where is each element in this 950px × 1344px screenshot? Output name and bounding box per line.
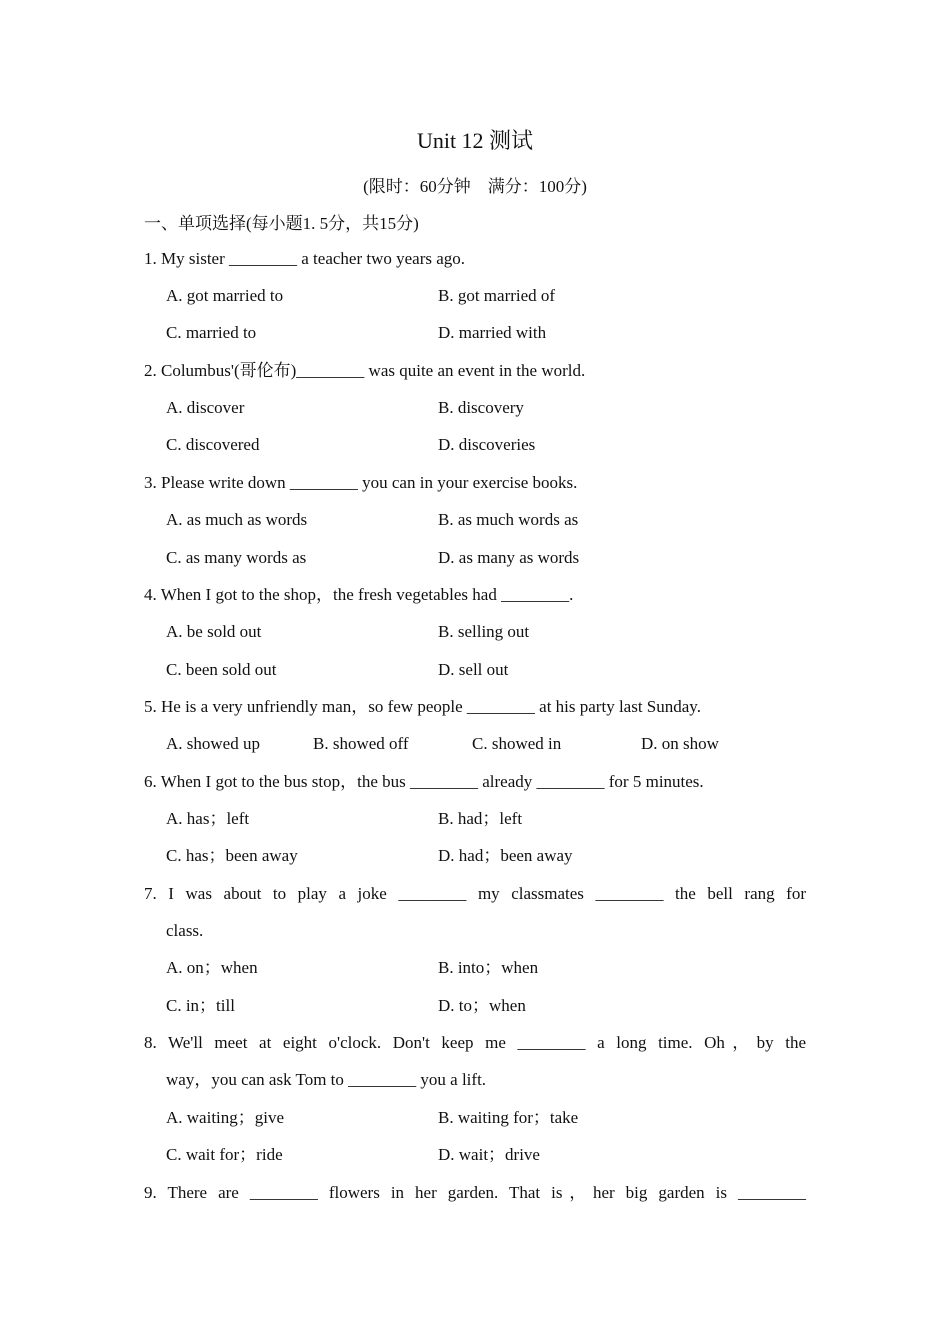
q6-option-c: C. has；been away: [166, 846, 298, 865]
q4-option-c: C. been sold out: [166, 660, 277, 679]
section-heading: 一、单项选择(每小题1. 5分，共15分): [144, 214, 419, 233]
question-7-continued: class.: [166, 921, 204, 940]
q2-option-b: B. discovery: [438, 398, 524, 417]
question-8-continued: way，you can ask Tom to ________ you a lift.: [166, 1070, 487, 1089]
q1-option-d: D. married with: [438, 323, 547, 342]
q1-option-a: A. got married to: [166, 286, 284, 305]
q5-option-a: A. showed up: [166, 734, 260, 753]
q3-option-b: B. as much words as: [438, 510, 579, 529]
question-9: 9. There are ________ flowers in her garden. That is，her big garden is ________: [144, 1183, 806, 1202]
q6-option-b: B. had；left: [438, 809, 523, 828]
q2-option-a: A. discover: [166, 398, 245, 417]
question-8: 8. We'll meet at eight o'clock. Don't keep me ________ a long time. Oh，by the: [144, 1033, 806, 1052]
question-7: 7. I was about to play a joke ________ my classmates ________ the bell rang for: [144, 884, 806, 903]
q2-option-d: D. discoveries: [438, 435, 536, 454]
page-title: Unit 12 测试: [416, 128, 534, 153]
q7-option-a: A. on；when: [166, 958, 258, 977]
q3-option-c: C. as many words as: [166, 548, 307, 567]
q3-option-d: D. as many as words: [438, 548, 580, 567]
q6-option-a: A. has；left: [166, 809, 250, 828]
question-1: 1. My sister ________ a teacher two years ago.: [144, 249, 466, 268]
q3-option-a: A. as much as words: [166, 510, 308, 529]
q1-option-b: B. got married of: [438, 286, 556, 305]
question-5: 5. He is a very unfriendly man，so few people ________ at his party last Sunday.: [144, 697, 701, 716]
q5-option-c: C. showed in: [472, 734, 562, 753]
q7-option-d: D. to；when: [438, 996, 526, 1015]
q4-option-b: B. selling out: [438, 622, 530, 641]
q1-option-c: C. married to: [166, 323, 257, 342]
q7-option-b: B. into；when: [438, 958, 539, 977]
question-2: 2. Columbus'(哥伦布)________ was quite an event in the world.: [144, 361, 586, 380]
q7-option-c: C. in；till: [166, 996, 235, 1015]
question-6: 6. When I got to the bus stop，the bus ________ already ________ for 5 minutes.: [144, 772, 704, 791]
q6-option-d: D. had；been away: [438, 846, 573, 865]
q2-option-c: C. discovered: [166, 435, 260, 454]
q5-option-d: D. on show: [641, 734, 719, 753]
q8-option-a: A. waiting；give: [166, 1108, 285, 1127]
exam-info: (限时：60分钟 满分：100分): [363, 177, 587, 196]
q8-option-c: C. wait for；ride: [166, 1145, 283, 1164]
q5-option-b: B. showed off: [313, 734, 409, 753]
q4-option-d: D. sell out: [438, 660, 509, 679]
q8-option-b: B. waiting for；take: [438, 1108, 579, 1127]
question-3: 3. Please write down ________ you can in your exercise books.: [144, 473, 578, 492]
q4-option-a: A. be sold out: [166, 622, 262, 641]
question-4: 4. When I got to the shop，the fresh vegetables had ________.: [144, 585, 574, 604]
q8-option-d: D. wait；drive: [438, 1145, 540, 1164]
